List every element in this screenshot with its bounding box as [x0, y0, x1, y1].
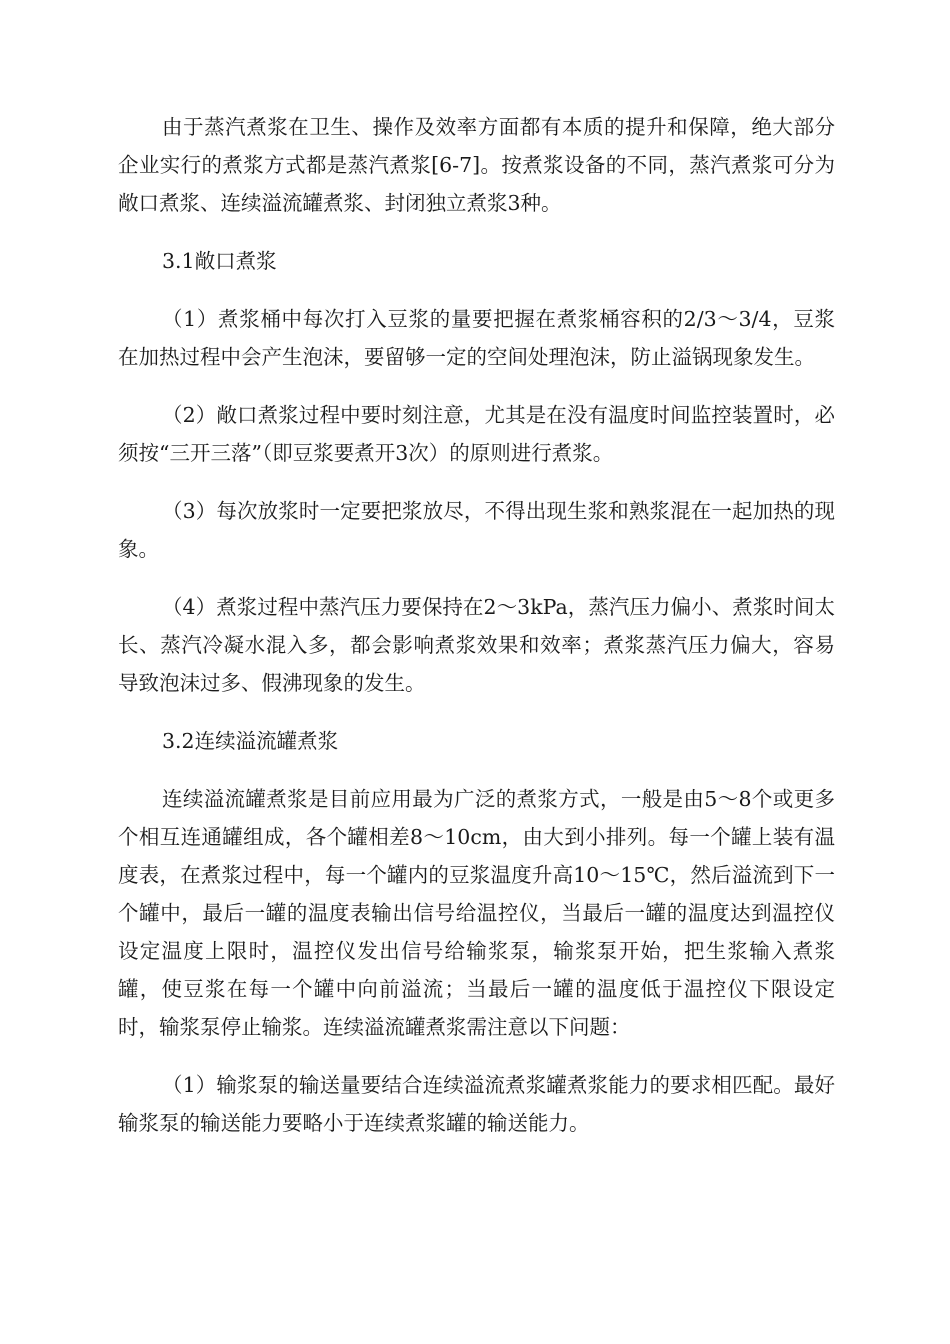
item-3-1-3: （3）每次放浆时一定要把浆放尽，不得出现生浆和熟浆混在一起加热的现象。 [118, 499, 835, 561]
item-3-1-2: （2）敞口煮浆过程中要时刻注意，尤其是在没有温度时间监控装置时，必须按“三开三落”（即豆浆要煮开3次）的原则进行煮浆。 [118, 403, 835, 465]
document-page [118, 108, 835, 1162]
item-3-1-1: （1）煮浆桶中每次打入豆浆的量要把握在煮浆桶容积的2/3～3/4，豆浆在加热过程中会产生泡沫，要留够一定的空间处理泡沫，防止溢锅现象发生。 [118, 307, 835, 369]
section-3-2-paragraph: 连续溢流罐煮浆是目前应用最为广泛的煮浆方式，一般是由5～8个或更多个相互连通罐组成，各个罐相差8～10cm，由大到小排列。每一个罐上装有温度表，在煮浆过程中，每一个罐内的豆浆温度升高10～15℃，然后溢流到下一个罐中，最后一罐的温度表输出信号给温控仪，当最后一罐的温度达到温控仪设定温度上限时，温控仪发出信号给输浆泵，输浆泵开始，把生浆输入煮浆罐，使豆浆在每一个罐中向前溢流；当最后一罐的温度低于温控仪下限设定时，输浆泵停止输浆。连续溢流罐煮浆需注意以下问题： [118, 787, 835, 1039]
section-3-2-heading: 3.2连续溢流罐煮浆 [162, 729, 339, 753]
item-3-2-1: （1）输浆泵的输送量要结合连续溢流煮浆罐煮浆能力的要求相匹配。最好输浆泵的输送能力要略小于连续煮浆罐的输送能力。 [118, 1073, 835, 1135]
intro-paragraph: 由于蒸汽煮浆在卫生、操作及效率方面都有本质的提升和保障，绝大部分企业实行的煮浆方式都是蒸汽煮浆[6-7]。按煮浆设备的不同，蒸汽煮浆可分为敞口煮浆、连续溢流罐煮浆、封闭独立煮浆3种。 [118, 115, 835, 215]
section-3-1-heading: 3.1敞口煮浆 [162, 249, 277, 273]
item-3-1-4: （4）煮浆过程中蒸汽压力要保持在2～3kPa，蒸汽压力偏小、煮浆时间太长、蒸汽冷凝水混入多，都会影响煮浆效果和效率；煮浆蒸汽压力偏大，容易导致泡沫过多、假沸现象的发生。 [118, 595, 835, 695]
